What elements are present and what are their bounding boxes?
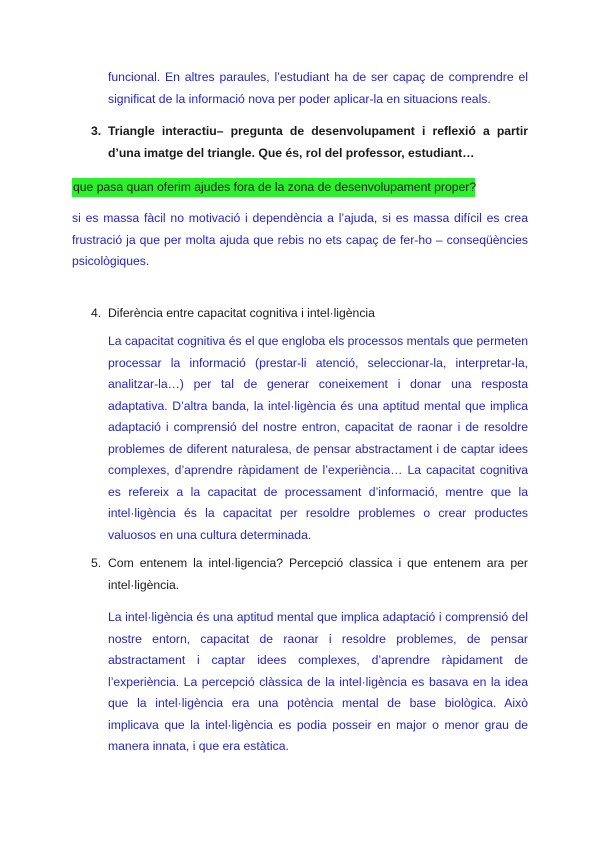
continuation-paragraph: funcional. En altres paraules, l’estudiant ha de ser capaç de comprendre el significat de la informació nova per poder aplicar-la en situacions reals. xyxy=(108,70,528,106)
item-5-answer: La intel·ligència és una aptitud mental que implica adaptació i comprensió del nostre entorn, capacitat de raonar i resoldre problemes, de pensar abstractament i captar idees complexes, d’aprendre ràpidament de l’experiència. La percepció clàssica de la intel·ligència es basava en la idea que la intel·ligència era una potència mental de base biològica. Això implicava que la intel·ligència es podia posseir en major o menor grau de manera innata, i que era estàtica. xyxy=(108,610,528,753)
item-4-number: 4. xyxy=(91,306,102,320)
item-3-heading: Triangle interactiu– pregunta de desenvolupament i reflexió a partir d’una imatge del triangle. Que és, rol del professor, estudiant… xyxy=(108,124,528,160)
highlighted-question: que pasa quan oferim ajudes fora de la zona de desenvolupament proper? xyxy=(73,180,477,194)
item-3-number: 3. xyxy=(91,124,102,138)
item-4-answer: La capacitat cognitiva és el que engloba els processos mentals que permeten processar la informació (prestar-li atenció, seleccionar-la, interpretar-la, analitzar-la…) per tal de generar coneixement i donar una resposta adaptativa. D’altra banda, la intel·ligència és una aptitud mental que implica adaptació i comprensió del nostre entron, capacitat de raonar i de resoldre problemes de diferent naturalesa, de pensar abstractament i de captar idees complexes, d’aprendre ràpidament de l’experiència… La capacitat cognitiva es refereix a la capacitat de processament d’informació, mentre que la intel·ligència és la capacitat per resoldre problemes o crear productes valuosos en una cultura determinada. xyxy=(108,334,528,542)
item-5-question: Com entenem la intel·ligencia? Percepció classica i que entenem ara per intel·ligència. xyxy=(108,556,528,592)
item-5-number: 5. xyxy=(91,556,102,570)
item-3-answer: si es massa fàcil no motivació i dependència a l’ajuda, si es massa difícil es crea frustració ja que per molta ajuda que rebis no ets capaç de fer-ho – conseqüències psicològiques. xyxy=(72,211,528,268)
item-4-question: Diferència entre capacitat cognitiva i intel·ligència xyxy=(108,306,375,320)
